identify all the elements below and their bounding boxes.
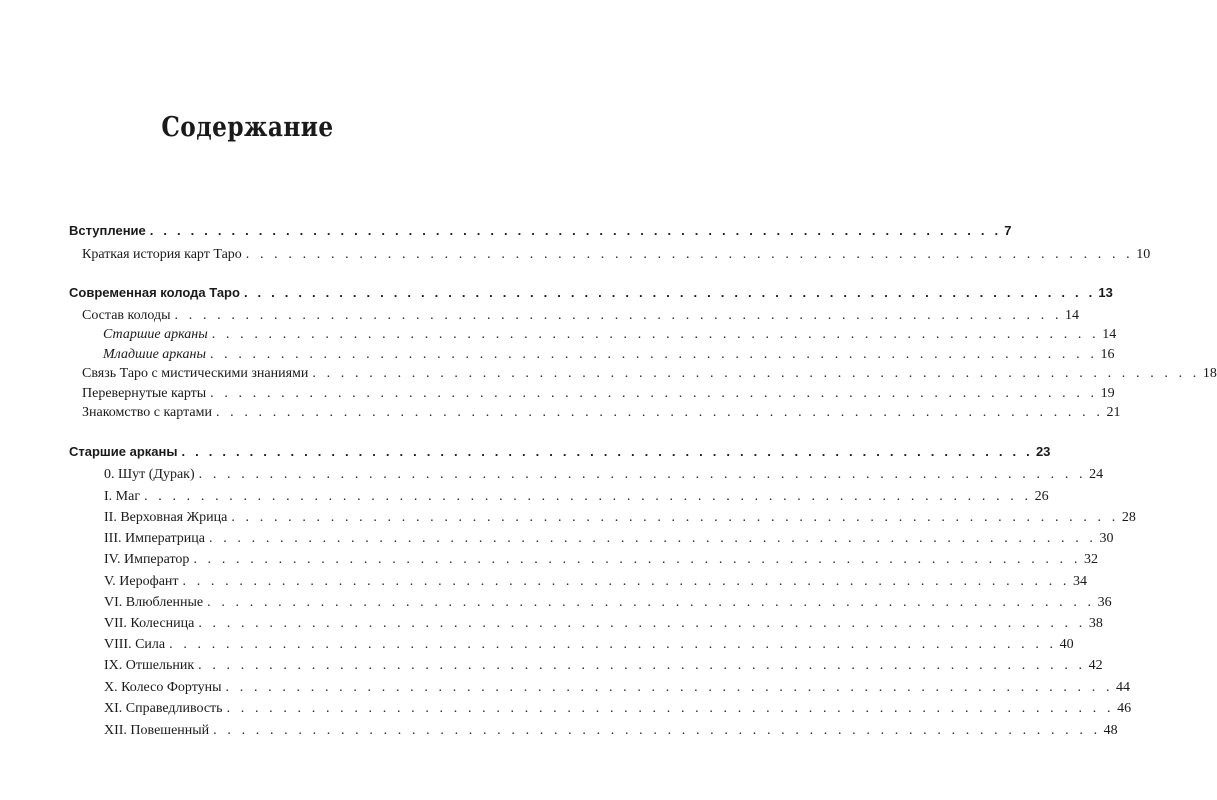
toc-entry-page: 34 (1073, 574, 1088, 589)
dot-leader: . . . . . . . . . . . . . . . . . . . . . . . . . . . . . . . . . . . . . . . . . . . . . . . . . . . . . . . . . . . . . . . (245, 247, 1134, 262)
toc-entry-label: Вступление (69, 223, 146, 238)
toc-entry-label: VI. Влюбленные (104, 595, 204, 610)
toc-entry-page: 44 (1116, 680, 1131, 695)
toc-entry-page: 13 (1098, 285, 1113, 300)
dot-leader: . . . . . . . . . . . . . . . . . . . . . . . . . . . . . . . . . . . . . . . . . . . . . . . . . . . . . . . . . . . . . . . (215, 405, 1104, 420)
dot-leader: . . . . . . . . . . . . . . . . . . . . . . . . . . . . . . . . . . . . . . . . . . . . . . . . . . . . . . . . . . . . . . . (211, 327, 1100, 342)
toc-entry-section[interactable] (69, 283, 1113, 303)
toc-entry[interactable] (69, 465, 1104, 485)
dot-leader: . . . . . . . . . . . . . . . . . . . . . . . . . . . . . . . . . . . . . . . . . . . . . . . . . . . . . . . . . . . . . . . (213, 723, 1101, 738)
dot-leader: . . . . . . . . . . . . . . . . . . . . . . . . . . . . . . . . . . . . . . . . . . . . . . . . . . . . . . . . . . . . . . . (198, 467, 1087, 482)
toc-entry-label: IV. Император (104, 552, 190, 567)
toc-entry-page: 48 (1103, 723, 1118, 738)
toc-entry[interactable] (69, 364, 1217, 384)
toc-entry[interactable] (69, 403, 1121, 423)
dot-leader: . . . . . . . . . . . . . . . . . . . . . . . . . . . . . . . . . . . . . . . . . . . . . . . . . . . . . . . . . . . . . . . (169, 637, 1057, 652)
toc-entry-label: Состав колоды (82, 308, 171, 323)
toc-entry-label: Перевернутые карты (82, 386, 207, 401)
toc-entry-page: 42 (1088, 658, 1103, 673)
toc-entry-label: 0. Шут (Дурак) (104, 467, 195, 482)
dot-leader: . . . . . . . . . . . . . . . . . . . . . . . . . . . . . . . . . . . . . . . . . . . . . . . . . . . . . . . . . . . . . . . (149, 223, 1002, 238)
toc-entry[interactable] (69, 508, 1136, 528)
dot-leader: . . . . . . . . . . . . . . . . . . . . . . . . . . . . . . . . . . . . . . . . . . . . . . . . . . . . . . . . . . . . . . . (231, 510, 1119, 525)
toc-entry[interactable] (69, 678, 1131, 698)
toc-entry-page: 38 (1088, 616, 1103, 631)
dot-leader: . . . . . . . . . . . . . . . . . . . . . . . . . . . . . . . . . . . . . . . . . . . . . . . . . . . . . . . . . . . . . . . (225, 680, 1114, 695)
dot-leader: . . . . . . . . . . . . . . . . . . . . . . . . . . . . . . . . . . . . . . . . . . . . . . . . . . . . . . . . . . . . . . . (144, 489, 1032, 504)
toc-entry[interactable] (69, 306, 1080, 326)
toc-entry-label: V. Иерофант (104, 574, 179, 589)
dot-leader: . . . . . . . . . . . . . . . . . . . . . . . . . . . . . . . . . . . . . . . . . . . . . . . . . . . . . . . . . . . . . . . (243, 285, 1096, 300)
dot-leader: . . . . . . . . . . . . . . . . . . . . . . . . . . . . . . . . . . . . . . . . . . . . . . . . . . . . . . . . . . . . . . . (207, 595, 1095, 610)
toc-entry[interactable] (69, 635, 1074, 655)
toc-entry[interactable] (69, 721, 1118, 741)
toc-entry-label: XII. Повешенный (104, 723, 210, 738)
toc-entry[interactable] (69, 593, 1112, 613)
toc-entry-page: 23 (1035, 444, 1051, 459)
toc-entry-label: X. Колесо Фортуны (104, 680, 222, 695)
toc-entry-page: 14 (1065, 308, 1080, 323)
toc-entry-sub[interactable] (69, 345, 1115, 365)
toc-entry[interactable] (69, 614, 1103, 634)
toc-entry-page: 32 (1083, 552, 1098, 567)
dot-leader: . . . . . . . . . . . . . . . . . . . . . . . . . . . . . . . . . . . . . . . . . . . . . . . . . . . . . . . . . . . . . . . (198, 658, 1086, 673)
toc-entry-label: Связь Таро с мистическими знаниями (82, 366, 309, 381)
toc-entry-label: IX. Отшельник (104, 658, 195, 673)
dot-leader: . . . . . . . . . . . . . . . . . . . . . . . . . . . . . . . . . . . . . . . . . . . . . . . . . . . . . . . . . . . . . . . (181, 444, 1033, 459)
toc-entry-label: Краткая история карт Таро (82, 247, 242, 262)
toc-entry[interactable] (69, 529, 1114, 549)
dot-leader: . . . . . . . . . . . . . . . . . . . . . . . . . . . . . . . . . . . . . . . . . . . . . . . . . . . . . . . . . . . . . . . (193, 552, 1081, 567)
dot-leader: . . . . . . . . . . . . . . . . . . . . . . . . . . . . . . . . . . . . . . . . . . . . . . . . . . . . . . . . . . . . . . . (198, 616, 1086, 631)
toc-entry-page: 19 (1100, 386, 1115, 401)
toc-entry-page: 28 (1121, 510, 1136, 525)
toc-entry-section[interactable] (69, 442, 1051, 462)
toc-entry-label: Старшие арканы (103, 327, 208, 342)
toc-entry-label: Старшие арканы (69, 444, 178, 459)
toc-entry-page: 10 (1136, 247, 1151, 262)
toc-entry-label: II. Верховная Жрица (104, 510, 228, 525)
toc-entry-label: III. Императрица (104, 531, 206, 546)
toc-entry-label: VII. Колесница (104, 616, 195, 631)
toc-entry[interactable] (69, 384, 1115, 404)
toc-entry[interactable] (69, 699, 1132, 719)
dot-leader: . . . . . . . . . . . . . . . . . . . . . . . . . . . . . . . . . . . . . . . . . . . . . . . . . . . . . . . . . . . . . . . (182, 574, 1071, 589)
toc-entry-page: 30 (1099, 531, 1114, 546)
dot-leader: . . . . . . . . . . . . . . . . . . . . . . . . . . . . . . . . . . . . . . . . . . . . . . . . . . . . . . . . . . . . . . . (210, 386, 1098, 401)
toc-entry-sub[interactable] (69, 325, 1117, 345)
toc-entry-label: Младшие арканы (103, 347, 206, 362)
toc-entry-page: 7 (1004, 223, 1012, 238)
toc-entry[interactable] (69, 487, 1049, 507)
toc-entry-label: Современная колода Таро (69, 285, 240, 300)
toc-entry-label: I. Маг (104, 489, 141, 504)
toc-entry[interactable] (69, 245, 1151, 265)
dot-leader: . . . . . . . . . . . . . . . . . . . . . . . . . . . . . . . . . . . . . . . . . . . . . . . . . . . . . . . . . . . . . . . (209, 347, 1098, 362)
dot-leader: . . . . . . . . . . . . . . . . . . . . . . . . . . . . . . . . . . . . . . . . . . . . . . . . . . . . . . . . . . . . . . . (174, 308, 1063, 323)
dot-leader: . . . . . . . . . . . . . . . . . . . . . . . . . . . . . . . . . . . . . . . . . . . . . . . . . . . . . . . . . . . . . . . (226, 701, 1115, 716)
toc-entry[interactable] (69, 656, 1103, 676)
toc-entry[interactable] (69, 572, 1088, 592)
toc-entry-page: 24 (1089, 467, 1104, 482)
page-title: Содержание (161, 112, 334, 143)
toc-entry-page: 46 (1117, 701, 1132, 716)
toc-entry[interactable] (69, 550, 1098, 570)
toc-entry-page: 36 (1097, 595, 1112, 610)
toc-entry-label: Знакомство с картами (82, 405, 212, 420)
dot-leader: . . . . . . . . . . . . . . . . . . . . . . . . . . . . . . . . . . . . . . . . . . . . . . . . . . . . . . . . . . . . . . . (312, 366, 1200, 381)
toc-entry-section[interactable] (69, 221, 1012, 241)
dot-leader: . . . . . . . . . . . . . . . . . . . . . . . . . . . . . . . . . . . . . . . . . . . . . . . . . . . . . . . . . . . . . . . (209, 531, 1097, 546)
toc-entry-page: 21 (1106, 405, 1121, 420)
toc-entry-label: VIII. Сила (104, 637, 166, 652)
toc-entry-label: XI. Справедливость (104, 701, 223, 716)
toc-entry-page: 16 (1100, 347, 1115, 362)
toc-entry-page: 40 (1059, 637, 1074, 652)
toc-entry-page: 18 (1202, 366, 1217, 381)
toc-entry-page: 26 (1034, 489, 1049, 504)
toc-entry-page: 14 (1102, 327, 1117, 342)
